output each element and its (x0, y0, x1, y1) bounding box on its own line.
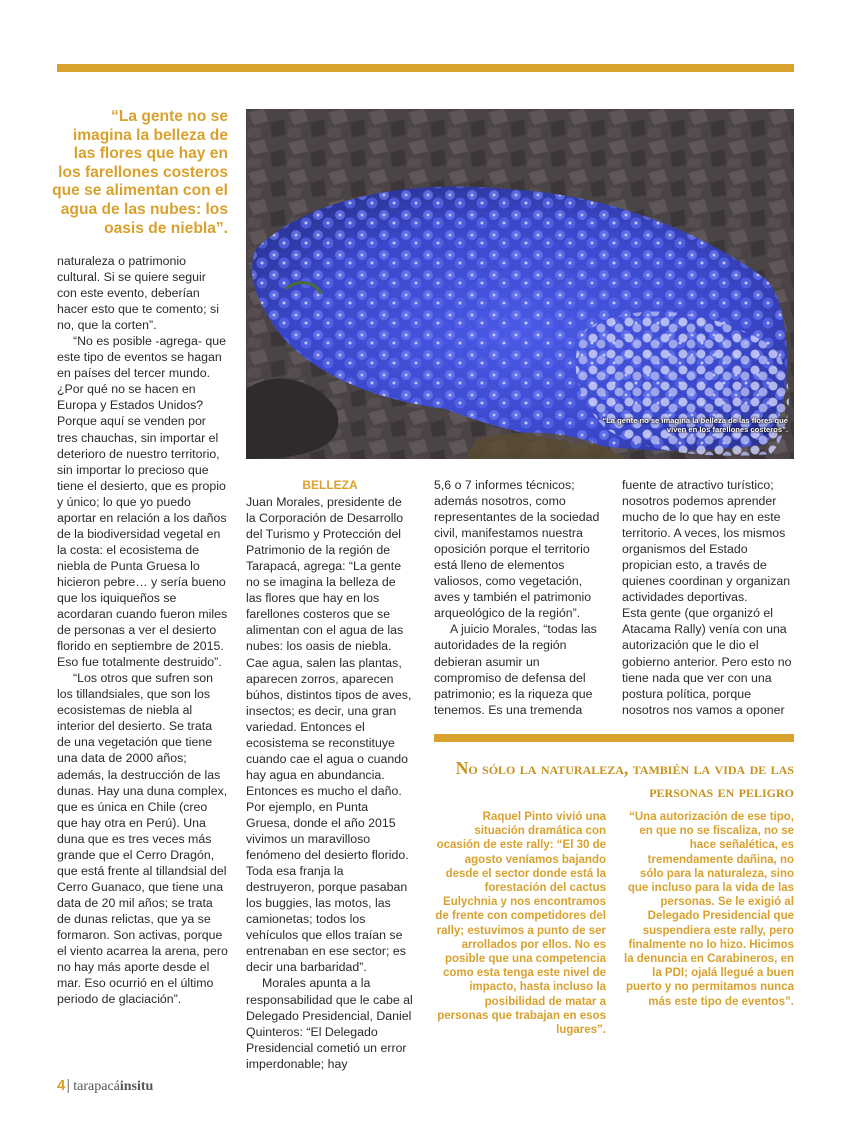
sidebar-title: No sólo la naturaleza, también la vida de las personas en peligro (455, 758, 794, 801)
flowers-photo (246, 109, 794, 459)
paragraph: 5,6 o 7 informes técnicos; además nosotros, como representantes de la sociedad civil, manifestamos nuestra oposición porque el territorio está lleno de elementos valiosos, como vegetación, aves y también el patrimonio arqueológico de la región”. (434, 478, 600, 621)
flowers-photo-illustration (246, 109, 794, 459)
photo-caption: “La gente no se imagina la belleza de las flores que viven en los farellones costeros”. (602, 415, 788, 435)
section-subheading: BELLEZA (302, 478, 358, 492)
footer-separator: | (66, 1077, 71, 1094)
text-column-4 (622, 477, 794, 718)
sidebar-rule (434, 734, 794, 742)
paragraph: Morales apunta a la responsabilidad que le cabe al Delegado Presidencial, Daniel Quinteros: “El Delegado Presidencial cometió un error imperdonable; hay (246, 976, 413, 1071)
text-column-1 (57, 253, 229, 1007)
brand-regular: tarapacá (73, 1079, 120, 1094)
sidebar-column-2: “Una autorización de ese tipo, en que no se fiscaliza, no se hace señalética, es tremendamente dañina, no sólo para la naturaleza, sino que incluso para la vida de las personas. Se le exigió al Delegado Presidencial que suspendiera este rally, pero finalmente no lo hizo. Hicimos la denuncia en Carabineros, en la PDI; ojalá llegué a buen puerto y no permitamos nunca más este tipo de eventos”. (624, 811, 794, 1008)
text-column-3 (434, 477, 602, 718)
page-number: 4 (57, 1077, 66, 1094)
text-column-2 (246, 477, 414, 1072)
paragraph: naturaleza o patrimonio cultural. Si se quiere seguir con este evento, deberían hacer esto que te comento; si no, que la corten”. (57, 254, 219, 333)
magazine-brand (73, 1079, 153, 1094)
paragraph: “No es posible -agrega- que este tipo de eventos se hagan en países del tercer mundo. ¿Por qué no se hacen en Europa y Estados Unidos? Porque aquí se venden por tres chauchas, sin importar el deterioro de nuestro territorio, sin importar lo precioso que tiene el desierto, que es propio y único; lo que yo puedo aportar en relación a los daños de la biodiversidad vegetal en la costa: el ecosistema de niebla de Punta Gruesa lo hicieron pebre… y sería bueno que los iquiqueños se acordaran cuando fueron miles de personas a ver el desierto florido en septiembre de 2015. Eso fue totalmente destruido”. (57, 334, 228, 670)
sidebar-column-1: Raquel Pinto vivió una situación dramática con ocasión de este rally: “El 30 de agosto veníamos bajando desde el sector donde está la forestación del cactus Eulychnia y nos encontramos de frente con competidores del rally; estuvimos a punto de ser arrollados por ellos. No es posible que una competencia como esta tenga este nivel de impacto, hasta incluso la posibilidad de matar a personas que trabajan en esos lugares”. (435, 811, 606, 1037)
paragraph: fuente de atractivo turístico; nosotros podemos aprender mucho de lo que hay en este territorio. A veces, los mismos organismos del Estado propician esto, a través de quienes coordinan y organizan actividades deportivas. (622, 478, 791, 605)
paragraph: “Los otros que sufren son los tillandsiales, que son los ecosistemas de niebla al interior del desierto. Se trata de una vegetación que tiene una data de 2000 años; además, la destrucción de las dunas. Hay una duna complex, que es única en Chile (creo que hay otra en Perú). Una duna que es tres veces más grande que el Cerro Dragón, que está frente al tillandsial del Cerro Guanaco, que tiene una data de 20 mil años; se trata de dunas relictas, que ya se formaron. Son activas, porque el viento acarrea la arena, pero no hay más aporte desde el mar. Eso ocurrió en el último periodo de glaciación”. (57, 671, 228, 1007)
page-footer (57, 1076, 153, 1097)
paragraph: Juan Morales, presidente de la Corporación de Desarrollo del Turismo y Protección del Patrimonio de la región de Tarapacá, agrega: “La gente no se imagina la belleza de las flores que hay en los farellones costeros que se alimentan con el agua de las nubes: los oasis de niebla. Cae agua, salen las plantas, aparecen zorros, aparecen búhos, distintos tipos de aves, insectos; es decir, una gran variedad. Entonces el ecosistema se reconstituye cuando cae el agua o cuando hay agua en abundancia. Entonces es mucho el daño. Por ejemplo, en Punta Gruesa, donde el año 2015 vivimos un maravilloso fenómeno del desierto florido. Toda esa franja la destruyeron, porque pasaban los buggies, las motos, las camionetas; todos los vehículos que ellos traían se entrenaban en ese sector; es decir una barbaridad”. (246, 495, 412, 975)
top-rule (57, 64, 794, 72)
paragraph: A juicio Morales, “todas las autoridades de la región debieran asumir un compromiso de defensa del patrimonio; es la riqueza que tenemos. Es una tremenda (434, 622, 597, 717)
pull-quote: “La gente no se imagina la belleza de las flores que hay en los farellones costeros que se alimentan con el agua de las nubes: los oasis de niebla”. (52, 108, 228, 237)
brand-bold: insitu (119, 1079, 154, 1094)
paragraph: Esta gente (que organizó el Atacama Rally) venía con una autorización que le dio el gobierno anterior. Pero esto no tiene nada que ver con una postura política, porque nosotros nos vamos a oponer (622, 606, 792, 717)
